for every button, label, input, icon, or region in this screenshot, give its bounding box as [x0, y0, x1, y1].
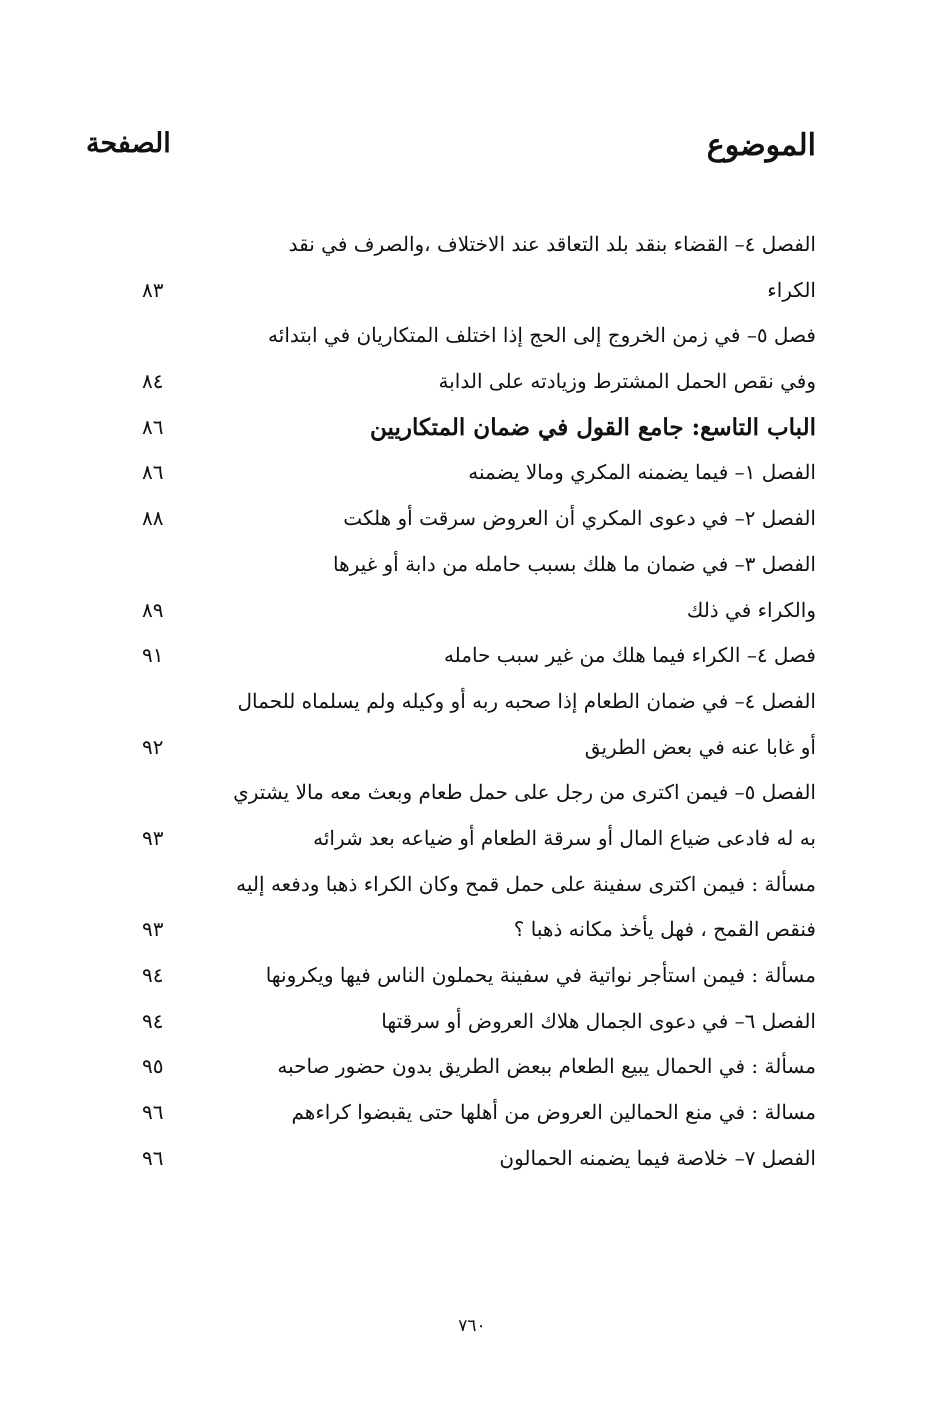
- toc-row: [140, 862, 816, 908]
- toc-chapter-row: [140, 405, 816, 451]
- toc-entry-text: وفي نقص الحمل المشترط وزيادته على الدابة: [438, 369, 816, 394]
- chapter-heading: الباب التاسع: جامع القول في ضمان المتكاريين: [370, 413, 816, 441]
- toc-row: [140, 816, 816, 862]
- toc-entry-page: ٩٣: [142, 917, 164, 942]
- toc-entry-text: الفصل ١– فيما يضمنه المكري ومالا يضمنه: [468, 460, 816, 485]
- toc-row: [140, 313, 816, 359]
- toc-entry-page: ٩١: [142, 643, 164, 668]
- toc-entry-page: ٨٦: [142, 460, 164, 485]
- toc-row: [140, 268, 816, 314]
- toc-row: [140, 1136, 816, 1182]
- toc-entry-text: والكراء في ذلك: [686, 597, 816, 622]
- toc-entry-text: الفصل ٥– فيمن اكترى من رجل على حمل طعام وبعث معه مالا يشتري: [233, 780, 816, 805]
- toc-row: [140, 953, 816, 999]
- toc-row: [140, 999, 816, 1045]
- toc-entry-page: ٩٤: [142, 1008, 164, 1033]
- toc-entry-text: فصل ٤– الكراء فيما هلك من غير سبب حامله: [443, 643, 816, 668]
- toc-entry-text: الفصل ٧– خلاصة فيما يضمنه الحمالون: [499, 1145, 816, 1170]
- toc-header: [86, 128, 816, 178]
- toc-entry-text: فنقص القمح ، فهل يأخذ مكانه ذهبا ؟: [513, 917, 816, 942]
- toc-entry-text: مسألة : فيمن استأجر نواتية في سفينة يحملون الناس فيها ويكرونها: [265, 963, 816, 987]
- toc-entry-text: الكراء: [767, 277, 816, 302]
- toc-entry-page: ٨٦: [142, 414, 164, 439]
- toc-row: [140, 450, 816, 496]
- toc-row: [140, 907, 816, 953]
- toc-entry-page: ٩٦: [142, 1145, 164, 1170]
- toc-list: [140, 222, 816, 1181]
- toc-entry-page: ٩٤: [142, 963, 164, 987]
- toc-entry-text: فصل ٥– في زمن الخروج إلى الحج إذا اختلف المتكاريان في ابتدائه: [268, 323, 816, 348]
- toc-row: [140, 542, 816, 588]
- toc-row: [140, 725, 816, 771]
- toc-entry-text: به له فادعى ضياع المال أو سرقة الطعام أو ضياعه بعد شرائه: [313, 825, 816, 850]
- toc-entry-text: مسالة : في منع الحمالين العروض من أهلها حتى يقبضوا كراءهم: [291, 1100, 816, 1125]
- toc-row: [140, 679, 816, 725]
- toc-entry-text: الفصل ٣– في ضمان ما هلك بسبب حامله من دابة أو غيرها: [332, 551, 816, 576]
- toc-entry-text: أو غابا عنه في بعض الطريق: [584, 734, 816, 759]
- toc-entry-page: ٩٥: [142, 1054, 164, 1079]
- toc-entry-page: ٩٦: [142, 1100, 164, 1125]
- toc-entry-page: ٩٢: [142, 734, 164, 759]
- toc-entry-text: الفصل ٦– في دعوى الجمال هلاك العروض أو سرقتها: [381, 1008, 816, 1033]
- page-number: ٧٦٠: [458, 1316, 486, 1336]
- toc-row: [140, 496, 816, 542]
- toc-entry-text: الفصل ٤– القضاء بنقد بلد التعاقد عند الاختلاف ،والصرف في نقد: [288, 232, 816, 256]
- toc-row: [140, 770, 816, 816]
- toc-row: [140, 633, 816, 679]
- toc-entry-page: ٨٨: [142, 506, 164, 531]
- toc-entry-page: ٨٣: [142, 277, 164, 302]
- toc-entry-text: الفصل ٤– في ضمان الطعام إذا صحبه ربه أو وكيله ولم يسلماه للحمال: [237, 688, 816, 713]
- page-column-heading: الصفحة: [86, 128, 171, 159]
- toc-entry-page: ٨٩: [142, 597, 164, 622]
- toc-row: [140, 222, 816, 268]
- subject-column-heading: الموضوع: [706, 128, 816, 163]
- toc-row: [140, 1044, 816, 1090]
- toc-row: [140, 359, 816, 405]
- toc-entry-page: ٩٣: [142, 825, 164, 850]
- toc-entry-page: ٨٤: [142, 369, 164, 394]
- toc-entry-text: مسألة : في الحمال يبيع الطعام ببعض الطريق بدون حضور صاحبه: [277, 1054, 816, 1079]
- toc-entry-text: الفصل ٢– في دعوى المكري أن العروض سرقت أو هلكت: [343, 506, 816, 531]
- toc-row: [140, 1090, 816, 1136]
- toc-entry-text: مسألة : فيمن اكترى سفينة على حمل قمح وكان الكراء ذهبا ودفعه إليه: [236, 871, 816, 896]
- toc-row: [140, 588, 816, 634]
